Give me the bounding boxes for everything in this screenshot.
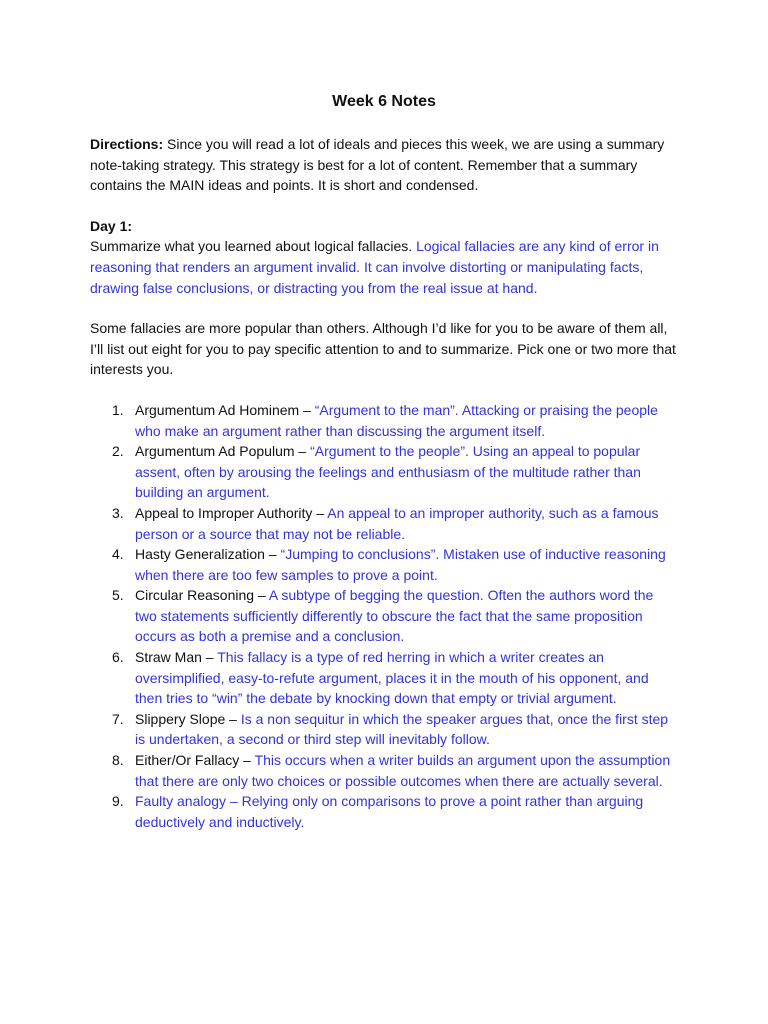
list-number: 7. [112, 710, 124, 727]
list-item [90, 750, 678, 791]
list-item [90, 400, 678, 441]
list-item [90, 503, 678, 544]
directions-paragraph [90, 134, 678, 196]
fallacy-name: Argumentum Ad Hominem – [135, 401, 315, 418]
fallacy-name: Circular Reasoning – [135, 587, 269, 604]
fallacy-name: Hasty Generalization – [135, 546, 281, 563]
fallacy-description: “Argument to the people”. Using an appeal to popular assent, often by arousing the feelings and enthusiasm of the multitude rather than building an argument. [135, 443, 641, 501]
list-number: 6. [112, 649, 124, 666]
fallacy-name: Either/Or Fallacy – [135, 752, 255, 769]
fallacy-description: “Jumping to conclusions”. Mistaken use of inductive reasoning when there are too few samples to prove a point. [135, 546, 666, 583]
day-1-paragraph [90, 236, 678, 298]
day-1-heading: Day 1: [90, 217, 133, 234]
list-number: 9. [112, 793, 124, 810]
fallacy-description: This fallacy is a type of red herring in which a writer creates an oversimplified, easy-to-refute argument, places it in the mouth of his opponent, and then tries to “win” the debate by knocking down that empty or trivial argument. [135, 649, 649, 707]
list-item [90, 791, 678, 832]
list-item [90, 647, 678, 709]
fallacy-description: Is a non sequitur in which the speaker argues that, once the first step is undertaken, a second or third step will inevitably follow. [135, 710, 669, 748]
list-item [90, 709, 678, 750]
fallacy-description: Faulty analogy – Relying only on comparisons to prove a point rather than arguing deductively and inductively. [135, 793, 644, 830]
fallacy-name: Appeal to Improper Authority – [135, 504, 328, 521]
day-1-answer: Logical fallacies are any kind of error in reasoning that renders an argument invalid. It can involve distorting or manipulating facts, drawing false conclusions, or distracting you from the real issue at hand. [90, 238, 659, 296]
list-number: 3. [112, 504, 124, 521]
page-title: Week 6 Notes [332, 93, 436, 110]
list-number: 2. [112, 443, 124, 460]
fallacy-name: Straw Man – [135, 649, 218, 666]
fallacy-list [90, 400, 678, 832]
fallacy-description: This occurs when a writer builds an argument upon the assumption that there are only two choices or possible outcomes when there are actually several. [135, 752, 671, 789]
list-number: 5. [112, 587, 124, 604]
fallacy-name: Argumentum Ad Populum – [135, 443, 311, 460]
directions-label: Directions: [90, 136, 164, 152]
list-number: 1. [112, 401, 124, 418]
day-1-prompt: Summarize what you learned about logical fallacies. [90, 238, 417, 255]
list-item [90, 585, 678, 647]
fallacy-name: Slippery Slope – [135, 710, 241, 727]
list-number: 4. [112, 546, 124, 563]
list-item [90, 441, 678, 503]
directions-text: Since you will read a lot of ideals and pieces this week, we are using a summary note-taking strategy. This strategy is best for a lot of content. Remember that a summary contains the MAIN ideas and points. It is short and condensed. [90, 136, 665, 194]
fallacies-intro: Some fallacies are more popular than others. Although I’d like for you to be aware of them all, I’ll list out eight for you to pay specific attention to and to summarize. Pick one or two more that interests you. [90, 320, 676, 378]
fallacy-description: A subtype of begging the question. Often the authors word the two statements sufficiently differently to obscure the fact that the same proposition occurs as both a premise and a conclusion. [135, 587, 654, 645]
fallacy-description: “Argument to the man”. Attacking or praising the people who make an argument rather than discussing the argument itself. [135, 401, 658, 439]
list-item [90, 544, 678, 585]
fallacy-description: An appeal to an improper authority, such as a famous person or a source that may not be reliable. [135, 504, 659, 542]
list-number: 8. [112, 752, 124, 769]
